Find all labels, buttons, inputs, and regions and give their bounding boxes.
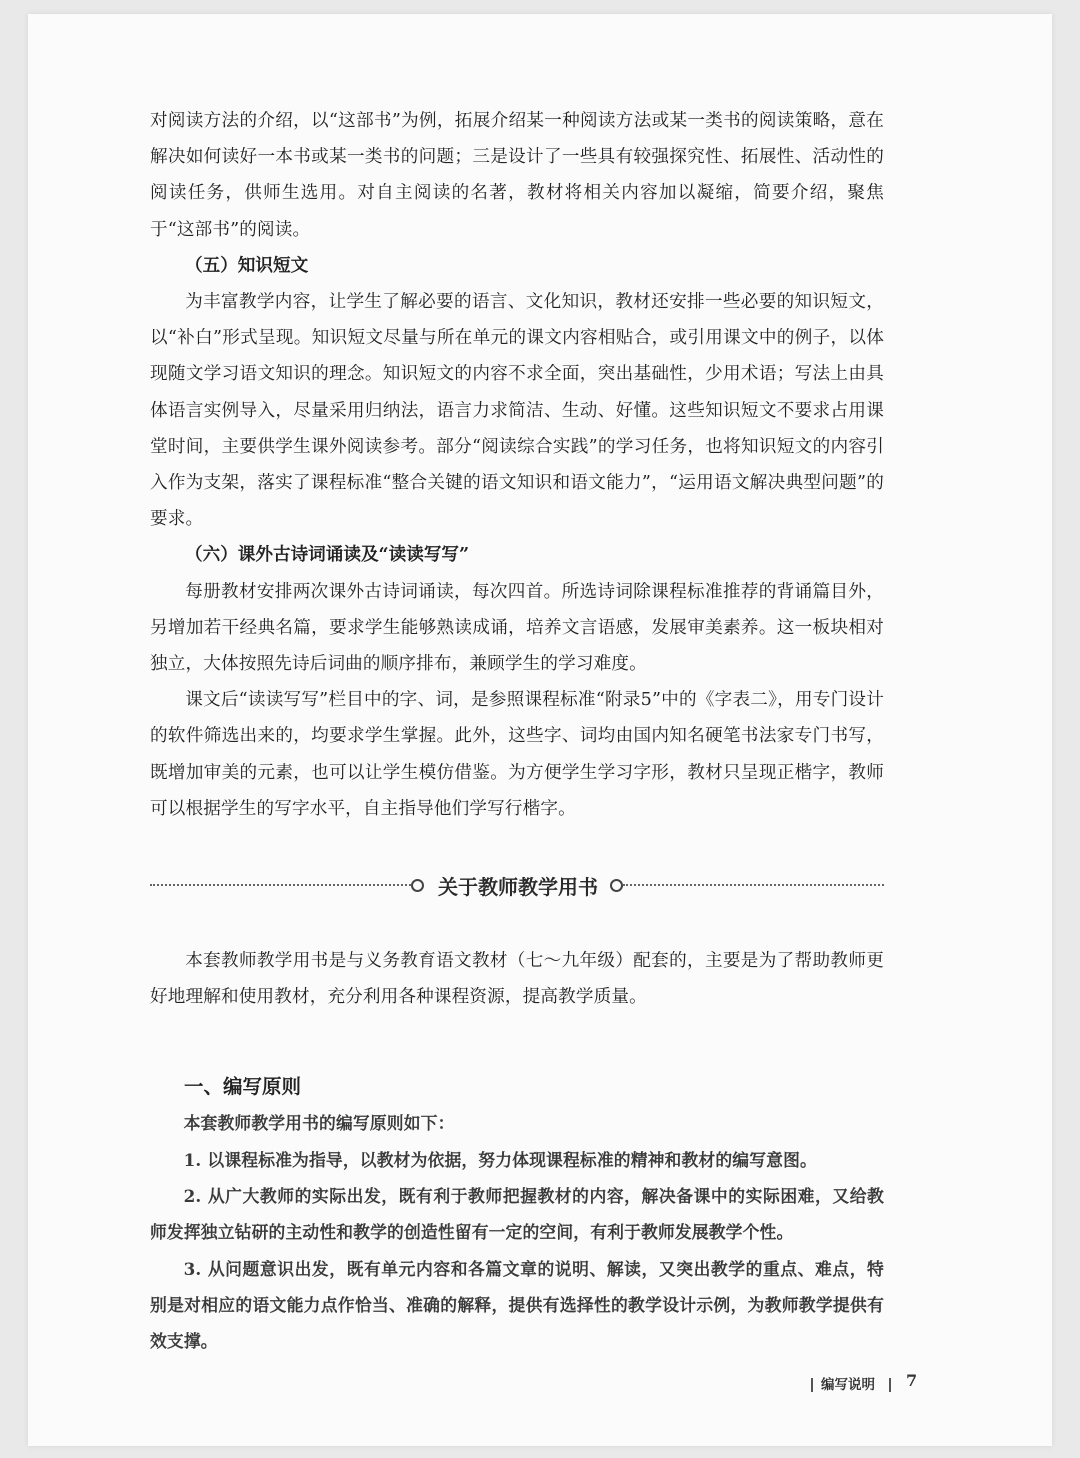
ring-ornament-icon [610, 879, 623, 892]
body-paragraph: 课文后“读读写写”栏目中的字、词，是参照课程标准“附录5”中的《字表二》，用专门设计的软件筛选出来的，均要求学生掌握。此外，这些字、词均由国内知名硬笔书法家专门书写，既增加审美的元素，也可以让学生模仿借鉴。为方便学生学习字形，教材只呈现正楷字，教师可以根据学生的写字水平，自主指导他们学写行楷字。 [150, 690, 884, 819]
list-item: 1. 以课程标准为指导，以教材为依据，努力体现课程标准的精神和教材的编写意图。 [183, 1149, 817, 1170]
intro-paragraph: 本套教师教学用书是与义务教育语文教材（七～九年级）配套的，主要是为了帮助教师更好地理解和使用教材，充分利用各种课程资源，提高教学质量。 [150, 951, 884, 1008]
dotted-rule-right [623, 884, 884, 886]
section-divider [150, 871, 884, 899]
principles-heading: 一、编写原则 [184, 1075, 302, 1099]
footer-separator [811, 1378, 813, 1392]
page-number: 7 [906, 1371, 918, 1390]
principles-body [150, 1105, 884, 1359]
footer-separator [889, 1378, 891, 1392]
ring-ornament-icon [411, 879, 424, 892]
page-content [150, 103, 884, 1360]
list-item: 3. 从问题意识出发，既有单元内容和各篇文章的说明、解读，又突出教学的重点、难点，特别是对相应的语文能力点作恰当、准确的解释，提供有选择性的教学设计示例，为教师教学提供有效支撑。 [150, 1258, 884, 1352]
body-paragraph: 对阅读方法的介绍，以“这部书”为例，拓展介绍某一种阅读方法或某一类书的阅读策略，意在解决如何读好一本书或某一类书的问题；三是设计了一些具有较强探究性、拓展性、活动性的阅读任务，供师生选用。对自主阅读的名著，教材将相关内容加以凝缩，简要介绍，聚焦于“这部书”的阅读。 [150, 111, 884, 240]
dotted-rule-left [150, 884, 411, 886]
list-item: 2. 从广大教师的实际出发，既有利于教师把握教材的内容，解决备课中的实际困难，又给教师发挥独立钻研的主动性和教学的创造性留有一定的空间，有利于教师发展教学个性。 [150, 1186, 884, 1243]
body-paragraph: 为丰富教学内容，让学生了解必要的语言、文化知识，教材还安排一些必要的知识短文，以“补白”形式呈现。知识短文尽量与所在单元的课文内容相贴合，或引用课文中的例子，以体现随文学习语文知识的理念。知识短文的内容不求全面，突出基础性，少用术语；写法上由具体语言实例导入，尽量采用归纳法，语言力求简洁、生动、好懂。这些知识短文不要求占用课堂时间，主要供学生课外阅读参考。部分“阅读综合实践”的学习任务，也将知识短文的内容引入作为支架，落实了课程标准“整合关键的语文知识和语文能力”，“运用语文解决典型问题”的要求。 [150, 292, 884, 530]
body-paragraph: 每册教材安排两次课外古诗词诵读，每次四首。所选诗词除课程标准推荐的背诵篇目外，另增加若干经典名篇，要求学生能够熟读成诵，培养文言语感，发展审美素养。这一板块相对独立，大体按照先诗后词曲的顺序排布，兼顾学生的学习难度。 [150, 581, 884, 675]
principles-lead: 本套教师教学用书的编写原则如下： [183, 1113, 455, 1134]
subsection-heading-5: （五）知识短文 [185, 254, 309, 276]
footer-section-label: 编写说明 [821, 1377, 875, 1393]
subsection-heading-6: （六）课外古诗词诵读及“读读写写” [185, 544, 470, 566]
page-footer [0, 1368, 1080, 1398]
section-title: 关于教师教学用书 [438, 874, 598, 899]
